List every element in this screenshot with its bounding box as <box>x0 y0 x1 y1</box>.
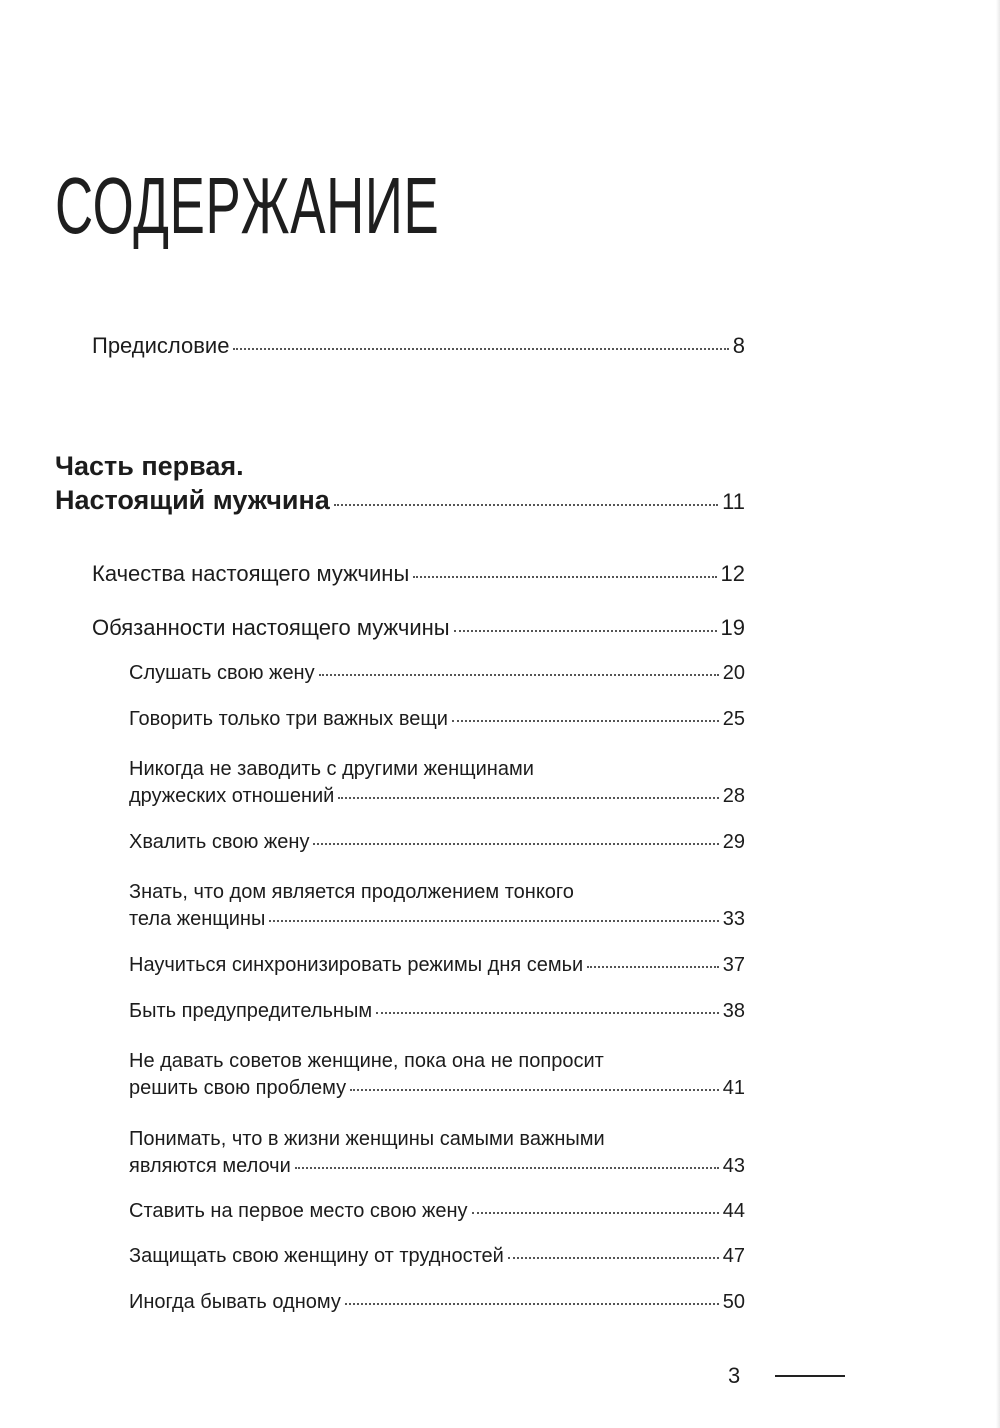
toc-subentry <box>129 708 745 731</box>
toc-entry-text: Не давать советов женщине, пока она не попросит <box>129 1050 604 1072</box>
dot-leader <box>233 348 728 350</box>
toc-subentry <box>129 1124 745 1178</box>
toc-subentry <box>129 877 745 931</box>
dot-leader <box>587 966 719 968</box>
toc-entry-page: 19 <box>720 615 745 640</box>
toc-entry-text: Никогда не заводить с другими женщинами <box>129 758 534 780</box>
dot-leader <box>313 843 718 845</box>
toc-entry-page: 44 <box>722 1200 745 1222</box>
dot-leader <box>350 1089 719 1091</box>
toc-entry-preface <box>92 333 745 359</box>
toc-entry-text: Научиться синхронизировать режимы дня семьи <box>129 954 584 976</box>
dot-leader <box>413 576 716 578</box>
toc-subentry <box>129 754 745 808</box>
toc-entry-text: Ставить на первое место свою жену <box>129 1200 468 1222</box>
toc-entry-page: 47 <box>722 1245 745 1267</box>
toc-entry-page: 33 <box>722 908 745 930</box>
toc-entry-text: Говорить только три важных вещи <box>129 708 448 730</box>
toc-subentry <box>129 1245 745 1268</box>
toc-subentry <box>129 954 745 977</box>
toc-entry-text: Иногда бывать одному <box>129 1291 341 1313</box>
toc-entry-text: решить свою проблему <box>129 1077 347 1099</box>
toc-entry-text: являются мелочи <box>129 1155 291 1177</box>
toc-entry-page: 43 <box>722 1155 745 1177</box>
toc-entry-text: Защищать свою женщину от трудностей <box>129 1245 504 1267</box>
toc-entry-text: тела женщины <box>129 908 266 930</box>
toc-entry-text: Предисловие <box>92 333 230 358</box>
dot-leader <box>295 1167 719 1169</box>
toc-subentry <box>129 1000 745 1023</box>
dot-leader <box>338 797 718 799</box>
toc-entry <box>92 615 745 641</box>
dot-leader <box>472 1212 719 1214</box>
page-number: 3 <box>728 1363 741 1388</box>
toc-entry-page: 8 <box>732 333 745 358</box>
toc-subentry <box>129 662 745 685</box>
toc-entry-text: Часть первая. <box>55 451 244 481</box>
toc-entry-page: 37 <box>722 954 745 976</box>
toc-entry-text: Знать, что дом является продолжением тонкого <box>129 881 574 903</box>
dot-leader <box>269 920 718 922</box>
toc-entry-page: 28 <box>722 785 745 807</box>
toc-entry-page: 38 <box>722 1000 745 1022</box>
page-title: СОДЕРЖАНИЕ <box>55 160 440 250</box>
toc-entry-page: 25 <box>722 708 745 730</box>
toc-subentry <box>129 1291 745 1314</box>
toc-entry-page: 12 <box>720 561 745 586</box>
toc-entry-page: 20 <box>722 662 745 684</box>
toc-entry-page: 29 <box>722 831 745 853</box>
toc-entry-part-one <box>55 447 745 516</box>
toc-entry-text: дружеских отношений <box>129 785 335 807</box>
dot-leader <box>452 720 719 722</box>
toc-subentry <box>129 1046 745 1100</box>
toc-entry-text: Понимать, что в жизни женщины самыми важными <box>129 1128 605 1150</box>
toc-entry-text: Качества настоящего мужчины <box>92 561 410 586</box>
dot-leader <box>508 1257 719 1259</box>
dot-leader <box>345 1303 719 1305</box>
toc-entry-text: Быть предупредительным <box>129 1000 373 1022</box>
toc-entry-page: 50 <box>722 1291 745 1313</box>
dot-leader <box>319 674 719 676</box>
toc-entry-text: Обязанности настоящего мужчины <box>92 615 450 640</box>
toc-entry-text: Хвалить свою жену <box>129 831 310 853</box>
toc-entry-text: Настоящий мужчина <box>55 485 330 515</box>
footer-rule <box>775 1375 845 1377</box>
toc-entry <box>92 561 745 587</box>
toc-entry-page: 41 <box>722 1077 745 1099</box>
dot-leader <box>334 504 718 506</box>
toc-subentry <box>129 1200 745 1223</box>
dot-leader <box>454 630 717 632</box>
page-edge-shadow <box>996 0 1000 1428</box>
toc-entry-text: Слушать свою жену <box>129 662 315 684</box>
dot-leader <box>376 1012 719 1014</box>
toc-subentry <box>129 831 745 854</box>
toc-entry-page: 11 <box>722 489 745 514</box>
